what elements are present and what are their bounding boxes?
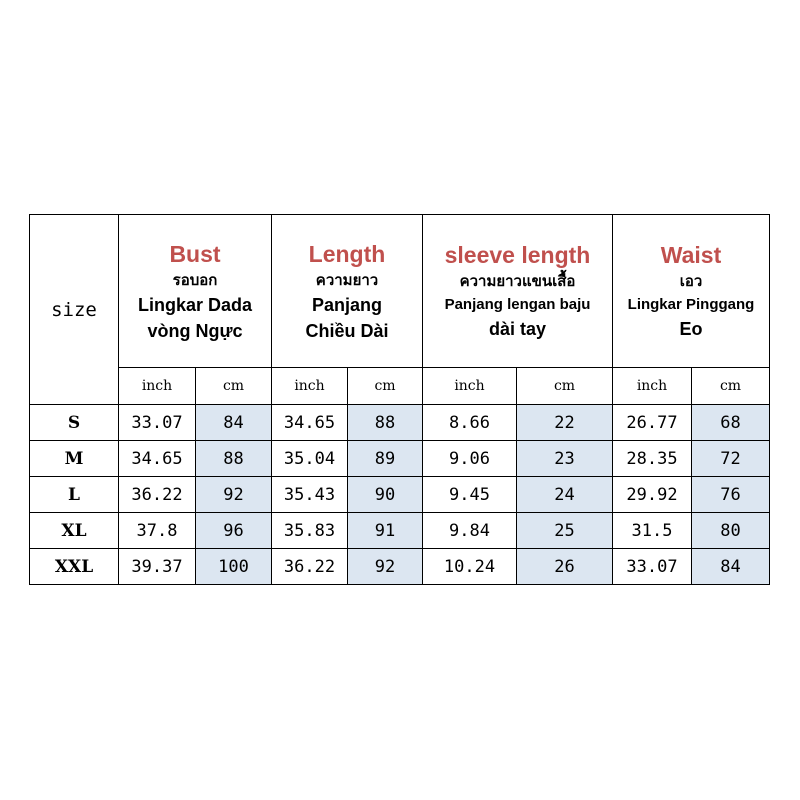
- sleeve-length-title: sleeve length: [444, 242, 591, 268]
- sleeve-cm-cell: 22: [517, 405, 613, 441]
- sleeve-inch-cell: 10.24: [423, 549, 517, 585]
- size-label: S: [30, 405, 119, 441]
- table-row: [30, 441, 770, 477]
- length-cm-cell: 92: [348, 549, 423, 585]
- length-inch-cell: 35.83: [272, 513, 348, 549]
- bust-thai-label: รอบอก: [172, 271, 218, 289]
- bust-inch-unit: inch: [119, 368, 196, 405]
- waist-header: [613, 215, 770, 368]
- bust-inch-cell: 34.65: [119, 441, 196, 477]
- waist-cm-cell: 68: [692, 405, 770, 441]
- size-label: L: [30, 477, 119, 513]
- bust-header: [119, 215, 272, 368]
- sleeve-length-header: [423, 215, 613, 368]
- waist-cm-cell: 84: [692, 549, 770, 585]
- sleeve-cm-cell: 24: [517, 477, 613, 513]
- waist-inch-unit: inch: [613, 368, 692, 405]
- waist-cm-unit: cm: [692, 368, 770, 405]
- length-cm-cell: 88: [348, 405, 423, 441]
- sleeve-inch-cell: 9.84: [423, 513, 517, 549]
- bust-cm-unit: cm: [196, 368, 272, 405]
- size-label: XL: [30, 513, 119, 549]
- length-cm-unit: cm: [348, 368, 423, 405]
- length-cm-cell: 91: [348, 513, 423, 549]
- length-inch-cell: 35.43: [272, 477, 348, 513]
- waist-indonesian-label: Lingkar Pinggang: [627, 296, 755, 313]
- waist-title: Waist: [660, 242, 722, 268]
- sleeve-cm-unit: cm: [517, 368, 613, 405]
- length-inch-cell: 35.04: [272, 441, 348, 477]
- sleeve-inch-cell: 9.06: [423, 441, 517, 477]
- bust-cm-cell: 96: [196, 513, 272, 549]
- length-inch-cell: 34.65: [272, 405, 348, 441]
- bust-vietnamese-label: vòng Ngực: [147, 320, 243, 341]
- size-column-header: size: [30, 215, 119, 405]
- bust-cm-cell: 88: [196, 441, 272, 477]
- waist-thai-label: เอว: [679, 273, 703, 290]
- table-row: [30, 513, 770, 549]
- sleeve-inch-cell: 8.66: [423, 405, 517, 441]
- sleeve-cm-cell: 25: [517, 513, 613, 549]
- bust-cm-cell: 84: [196, 405, 272, 441]
- bust-inch-cell: 33.07: [119, 405, 196, 441]
- sleeve-cm-cell: 23: [517, 441, 613, 477]
- sleeve-length-indonesian-label: Panjang lengan baju: [444, 296, 591, 313]
- waist-inch-cell: 31.5: [613, 513, 692, 549]
- waist-inch-cell: 33.07: [613, 549, 692, 585]
- bust-title: Bust: [169, 240, 221, 267]
- size-label: XXL: [30, 549, 119, 585]
- group-header-row: [30, 215, 770, 368]
- length-indonesian-label: Panjang: [311, 294, 382, 315]
- sleeve-cm-cell: 26: [517, 549, 613, 585]
- length-title: Length: [308, 240, 386, 267]
- unit-header-row: [30, 368, 770, 405]
- length-vietnamese-label: Chiều Dài: [305, 320, 389, 341]
- waist-inch-cell: 28.35: [613, 441, 692, 477]
- waist-inch-cell: 29.92: [613, 477, 692, 513]
- sleeve-inch-unit: inch: [423, 368, 517, 405]
- length-thai-label: ความยาว: [315, 271, 379, 289]
- waist-inch-cell: 26.77: [613, 405, 692, 441]
- waist-cm-cell: 72: [692, 441, 770, 477]
- bust-inch-cell: 39.37: [119, 549, 196, 585]
- table-row: [30, 549, 770, 585]
- length-cm-cell: 90: [348, 477, 423, 513]
- bust-cm-cell: 100: [196, 549, 272, 585]
- bust-inch-cell: 37.8: [119, 513, 196, 549]
- length-inch-unit: inch: [272, 368, 348, 405]
- waist-cm-cell: 80: [692, 513, 770, 549]
- bust-cm-cell: 92: [196, 477, 272, 513]
- length-cm-cell: 89: [348, 441, 423, 477]
- bust-inch-cell: 36.22: [119, 477, 196, 513]
- sleeve-length-thai-label: ความยาวแขนเสื้อ: [459, 273, 576, 290]
- table-row: [30, 477, 770, 513]
- length-inch-cell: 36.22: [272, 549, 348, 585]
- sleeve-length-vietnamese-label: dài tay: [488, 319, 547, 339]
- length-header: [272, 215, 423, 368]
- size-chart-table: [29, 214, 770, 585]
- bust-indonesian-label: Lingkar Dada: [137, 294, 253, 315]
- waist-cm-cell: 76: [692, 477, 770, 513]
- waist-vietnamese-label: Eo: [679, 319, 703, 339]
- table-row: [30, 405, 770, 441]
- sleeve-inch-cell: 9.45: [423, 477, 517, 513]
- size-label: M: [30, 441, 119, 477]
